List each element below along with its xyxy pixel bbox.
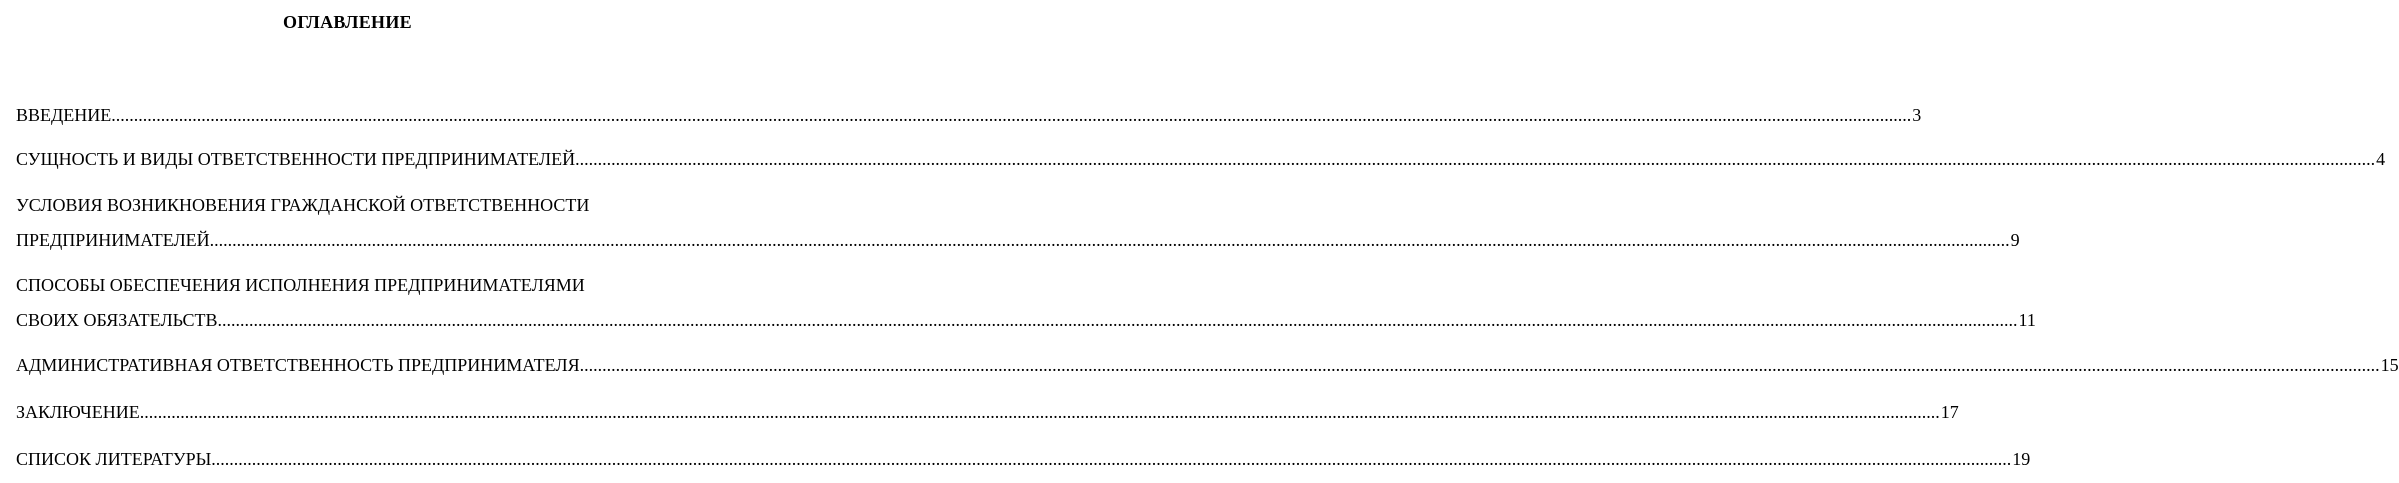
toc-entry-title-continued: ПРЕДПРИНИМАТЕЛЕЙ (16, 230, 210, 250)
toc-page-number: 19 (2012, 449, 2031, 469)
toc-line (16, 229, 2020, 252)
toc-entry-conditions (16, 194, 2020, 252)
toc-dot-leader: ................................................................................................................................................................................................................................................................................................................................................................................................................ (211, 449, 2012, 469)
toc-entry-title: СУЩНОСТЬ И ВИДЫ ОТВЕТСТВЕННОСТИ ПРЕДПРИНИМАТЕЛЕЙ (16, 149, 576, 169)
toc-dot-leader: ................................................................................................................................................................................................................................................................................................................................................................................................................ (209, 230, 2010, 250)
toc-dot-leader: ................................................................................................................................................................................................................................................................................................................................................................................................................ (139, 402, 1940, 422)
toc-entry-administrative (16, 354, 2399, 377)
toc-dot-leader: ................................................................................................................................................................................................................................................................................................................................................................................................................ (111, 105, 1912, 125)
toc-line (16, 104, 1922, 127)
toc-page-number: 9 (2010, 230, 2020, 250)
toc-dot-leader: ................................................................................................................................................................................................................................................................................................................................................................................................................ (579, 355, 2380, 375)
toc-entry-conclusion (16, 401, 1959, 424)
toc-dot-leader: ................................................................................................................................................................................................................................................................................................................................................................................................................ (217, 310, 2018, 330)
toc-entry-title: АДМИНИСТРАТИВНАЯ ОТВЕТСТВЕННОСТЬ ПРЕДПРИНИМАТЕЛЯ (16, 355, 580, 375)
toc-line (16, 309, 2036, 332)
toc-entry-essence (16, 148, 2386, 171)
toc-entry-introduction (16, 104, 1922, 127)
toc-title: ОГЛАВЛЕНИЕ (283, 12, 412, 32)
toc-entry-title-continued: СВОИХ ОБЯЗАТЕЛЬСТВ (16, 310, 218, 330)
toc-entry-title: ВВЕДЕНИЕ (16, 105, 112, 125)
toc-entry-title: УСЛОВИЯ ВОЗНИКНОВЕНИЯ ГРАЖДАНСКОЙ ОТВЕТСТВЕННОСТИ (16, 195, 590, 215)
toc-entry-title: ЗАКЛЮЧЕНИЕ (16, 402, 140, 422)
toc-page-number: 11 (2018, 310, 2036, 330)
toc-line (16, 448, 2031, 471)
toc-entry-title: СПИСОК ЛИТЕРАТУРЫ (16, 449, 212, 469)
toc-page-number: 4 (2376, 149, 2386, 169)
toc-line (16, 354, 2399, 377)
toc-entry-title: СПОСОБЫ ОБЕСПЕЧЕНИЯ ИСПОЛНЕНИЯ ПРЕДПРИНИМАТЕЛЯМИ (16, 275, 585, 295)
toc-dot-leader: ................................................................................................................................................................................................................................................................................................................................................................................................................ (575, 149, 2376, 169)
toc-page-number: 17 (1940, 402, 1959, 422)
toc-page-number: 3 (1912, 105, 1922, 125)
toc-entry-methods (16, 274, 2036, 332)
toc-line (16, 148, 2386, 171)
toc-line (16, 194, 681, 217)
toc-line (16, 401, 1959, 424)
toc-line (16, 274, 681, 297)
toc-entry-references (16, 448, 2031, 471)
toc-page-number: 15 (2380, 355, 2399, 375)
